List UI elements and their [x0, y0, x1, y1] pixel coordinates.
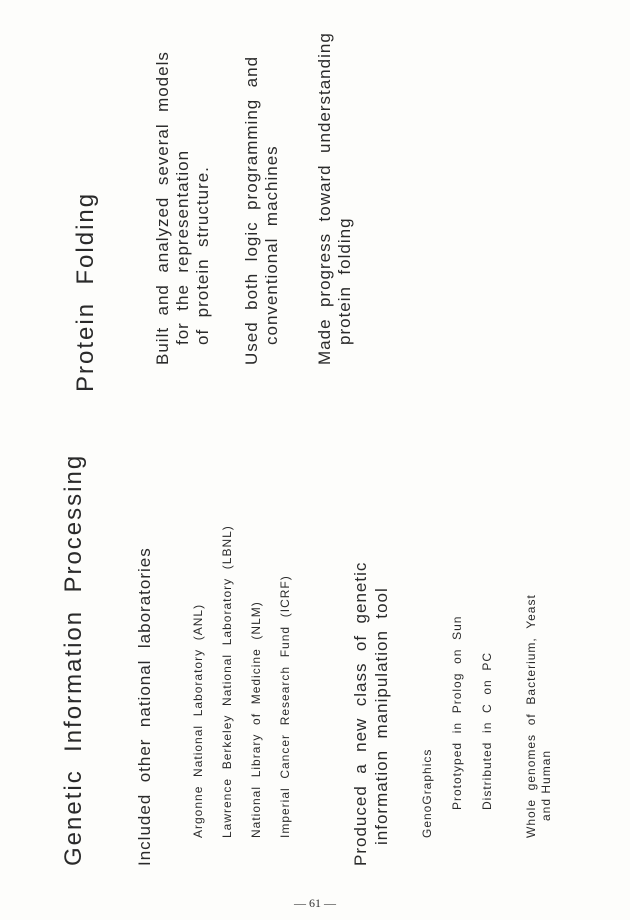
lab-anl: Argonne National Laboratory (ANL) — [191, 603, 205, 838]
whole-genomes-line-2: and Human — [539, 749, 553, 821]
genetic-title: Genetic Information Processing — [60, 453, 87, 866]
whole-genomes-line-1: Whole genomes of Bacterium, Yeast — [524, 594, 538, 838]
built-line-2: for the representation — [173, 149, 192, 345]
made-line-1: Made progress toward understanding — [315, 32, 334, 365]
produced-line-2: information manipulation tool — [372, 587, 391, 845]
page-number: — 61 — — [294, 896, 336, 910]
lab-icrf: Imperial Cancer Research Fund (ICRF) — [278, 575, 292, 838]
used-line-2: conventional machines — [262, 145, 281, 345]
protein-title: Protein Folding — [72, 191, 99, 392]
distributed-line: Distributed in C on PC — [480, 651, 494, 810]
produced-line-1: Produced a new class of genetic — [351, 561, 370, 866]
used-line-1: Used both logic programming and — [242, 55, 261, 365]
genographics-label: GenoGraphics — [420, 748, 434, 838]
built-line-1: Built and analyzed several models — [153, 51, 172, 365]
prototyped-line: Prototyped in Prolog on Sun — [450, 615, 464, 810]
lab-nlm: National Library of Medicine (NLM) — [249, 601, 263, 838]
lab-lbnl: Lawrence Berkeley National Laboratory (LBNL) — [220, 525, 234, 838]
included-heading: Included other national laboratories — [135, 547, 154, 866]
built-line-3: of protein structure. — [193, 166, 212, 345]
made-line-2: protein folding — [335, 217, 354, 345]
